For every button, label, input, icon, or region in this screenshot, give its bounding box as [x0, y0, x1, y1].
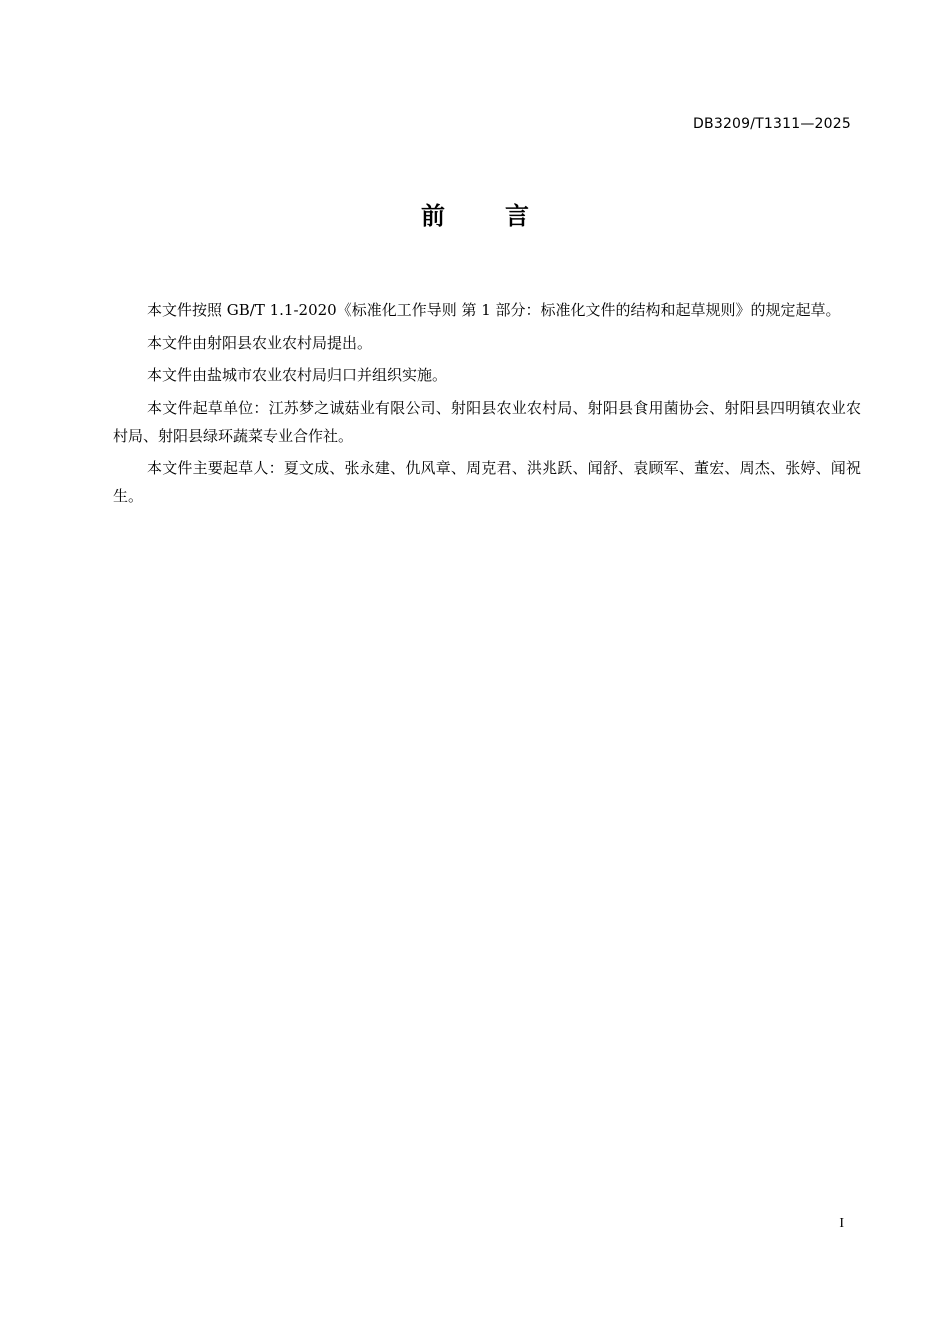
document-code: DB3209/T1311—2025 [693, 116, 851, 132]
paragraph-drafting-basis: 本文件按照 GB/T 1.1-2020《标准化工作导则 第 1 部分：标准化文件的结构和起草规则》的规定起草。 [147, 301, 841, 319]
foreword-body [113, 296, 861, 515]
page-title: 前言 [421, 202, 589, 230]
paragraph-proposer: 本文件由射阳县农业农村局提出。 [147, 333, 373, 352]
paragraph-drafters: 本文件主要起草人：夏文成、张永建、仇风章、周克君、洪兆跃、闻舒、袁顾军、董宏、周杰、张婷、闻祝生。 [113, 459, 861, 505]
page-number: I [839, 1216, 844, 1231]
paragraph-drafting-units: 本文件起草单位：江苏梦之诚菇业有限公司、射阳县农业农村局、射阳县食用菌协会、射阳县四明镇农业农村局、射阳县绿环蔬菜专业合作社。 [113, 398, 861, 445]
paragraph-administrator: 本文件由盐城市农业农村局归口并组织实施。 [147, 366, 448, 384]
